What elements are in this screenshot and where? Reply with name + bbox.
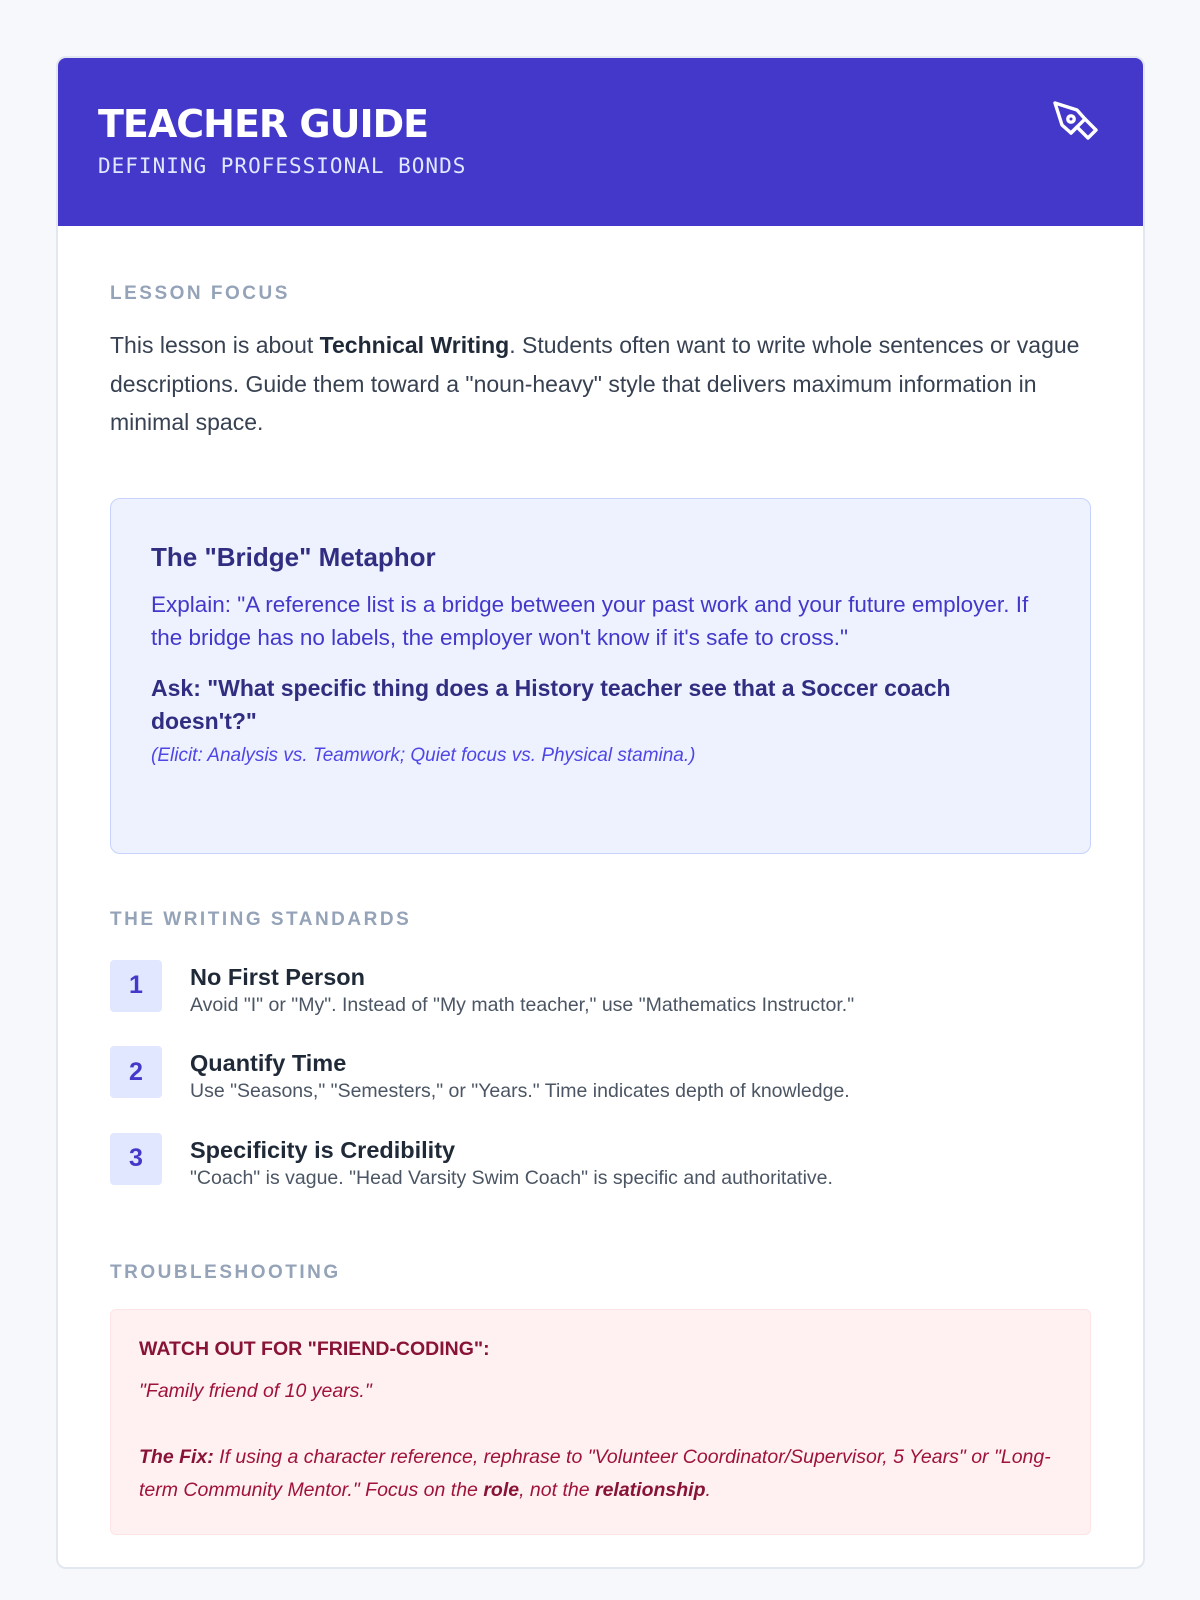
role-emphasis: role [483, 1479, 520, 1501]
friend-coding-warning [110, 1309, 1091, 1535]
pen-nib-icon [1051, 98, 1103, 150]
list-item [110, 1046, 1091, 1133]
guide-header [58, 58, 1143, 226]
technical-writing-emphasis: Technical Writing [319, 332, 510, 358]
standard-title: No First Person [190, 963, 365, 990]
warning-quote: "Family friend of 10 years." [139, 1380, 372, 1402]
callout-title: The "Bridge" Metaphor [151, 541, 436, 572]
standard-number-badge: 2 [110, 1046, 162, 1098]
lesson-focus-text: This lesson is about Technical Writing. Students often want to write whole sentences or vague descriptions. Guide them toward a "noun-heavy" style that delivers maximum information in minimal space. [110, 332, 1080, 435]
list-item [110, 960, 1091, 1047]
standard-description: Use "Seasons," "Semesters," or "Years." Time indicates depth of knowledge. [190, 1080, 850, 1102]
page-subtitle: DEFINING PROFESSIONAL BONDS [98, 154, 467, 178]
standard-number-badge: 1 [110, 960, 162, 1012]
warning-heading: WATCH OUT FOR "FRIEND-CODING": [139, 1338, 490, 1360]
callout-explain: Explain: "A reference list is a bridge between your past work and your future employer. If the bridge has no labels, the employer won't know if it's safe to cross." [151, 591, 1029, 650]
bridge-metaphor-callout [110, 498, 1091, 854]
callout-ask: Ask: "What specific thing does a History teacher see that a Soccer coach doesn't?" [151, 674, 951, 734]
standards-list [110, 960, 1091, 1220]
warning-fix: The Fix: If using a character reference, rephrase to "Volunteer Coordinator/Supervisor, 5 Years" or "Long-term Community Mentor." Focus on the role, not the relationship. [139, 1446, 1051, 1501]
teacher-guide-card [56, 56, 1145, 1569]
standard-description: Avoid "I" or "My". Instead of "My math teacher," use "Mathematics Instructor." [190, 993, 855, 1016]
guide-content [58, 282, 1143, 1535]
standard-description: "Coach" is vague. "Head Varsity Swim Coach" is specific and authoritative. [190, 1166, 833, 1189]
standard-title: Specificity is Credibility [190, 1136, 456, 1163]
standard-title: Quantify Time [190, 1050, 347, 1076]
list-item [110, 1133, 1091, 1220]
section-label-troubleshooting: TROUBLESHOOTING [110, 1262, 341, 1283]
fix-label: The Fix: [139, 1446, 214, 1468]
page-title: TEACHER GUIDE [98, 102, 429, 146]
section-label-writing-standards: THE WRITING STANDARDS [110, 908, 412, 930]
callout-elicit: (Elicit: Analysis vs. Teamwork; Quiet focus vs. Physical stamina.) [151, 744, 696, 766]
relationship-emphasis: relationship [594, 1479, 706, 1501]
standard-number-badge: 3 [110, 1133, 162, 1185]
section-label-lesson-focus: LESSON FOCUS [110, 283, 290, 304]
